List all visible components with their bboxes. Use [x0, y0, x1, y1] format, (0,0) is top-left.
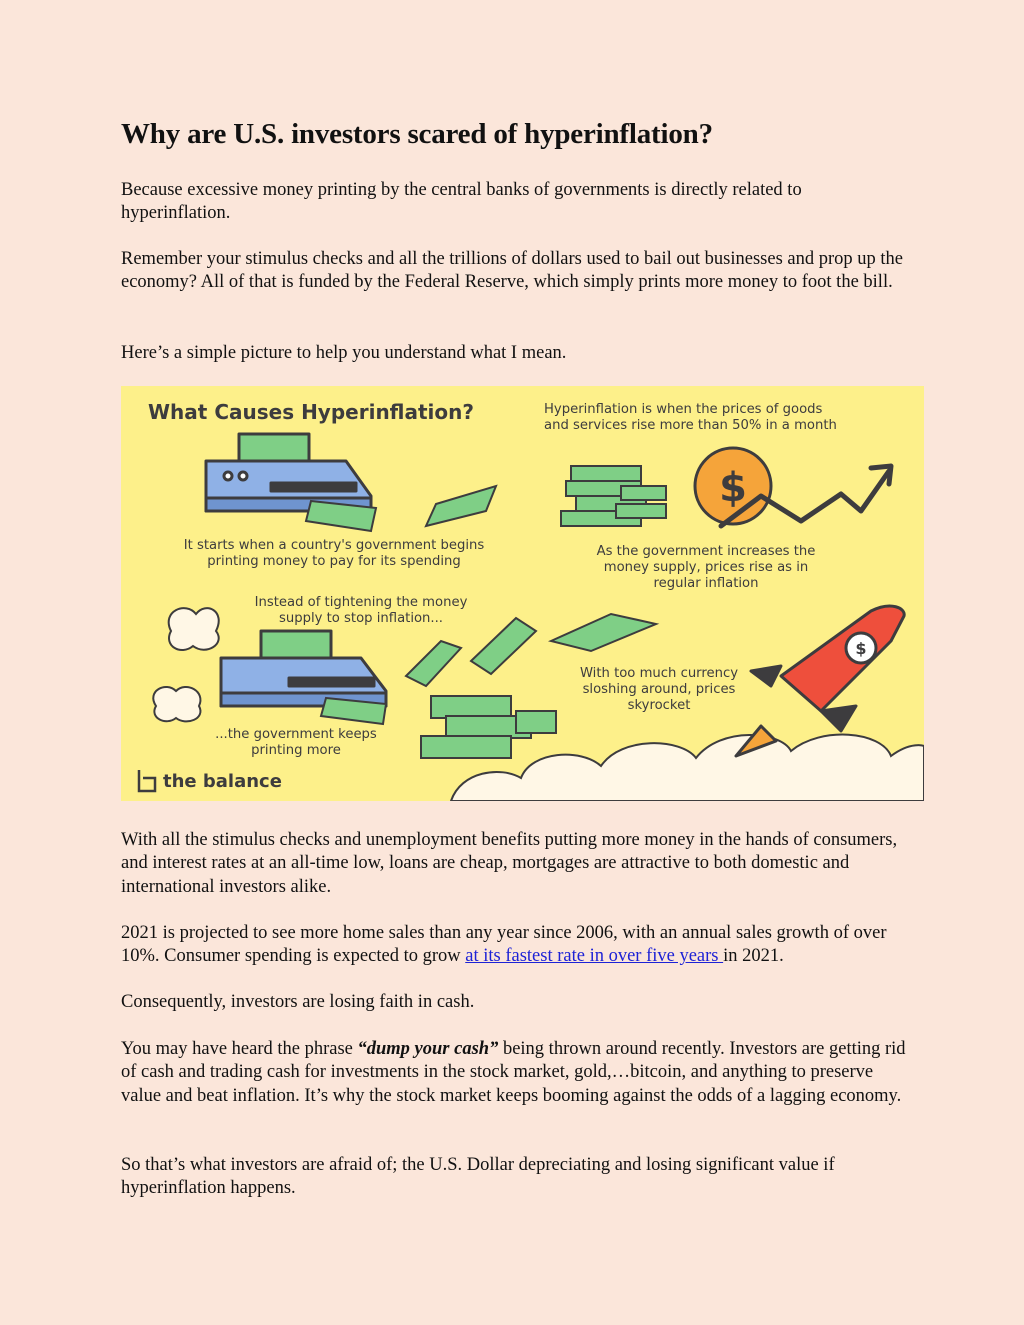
step-5-line-1: With too much currency: [579, 666, 739, 681]
smoke-cloud-icon: [451, 735, 924, 801]
step-1-line-1: It starts when a country's government begins: [183, 538, 485, 553]
step-2-line-3: regular inflation: [653, 576, 759, 591]
money-printer-icon-2: [221, 631, 386, 706]
smoke-puff-icon: [153, 608, 218, 721]
step-2-line-1: As the government increases the: [596, 544, 816, 559]
definition-line-2: and services rise more than 50% in a month: [544, 418, 837, 433]
paragraph-2: Remember your stimulus checks and all the trillions of dollars used to bail out businesses and prop up the economy? All of that is funded by the Federal Reserve, which simply prints more money to foot the bill.: [121, 249, 904, 293]
paragraph-5: [121, 922, 911, 969]
paragraph-1: Because excessive money printing by the central banks of governments is directly related to hyperinflation.: [121, 180, 802, 224]
step-2-caption: [551, 544, 861, 592]
step-5-line-3: skyrocket: [627, 698, 691, 713]
money-printer-icon: [206, 434, 371, 511]
paragraph-6: Consequently, investors are losing faith in cash.: [121, 992, 475, 1012]
dump-your-cash-phrase: “dump your cash”: [357, 1039, 499, 1059]
paragraph-5-end: in 2021.: [723, 946, 784, 967]
definition-text: [544, 402, 914, 434]
paragraph-7-rest: being thrown around recently. Investors are getting rid of cash and trading cash for investments in the stock market, gold,…bitcoin, and anything to preserve value and beat inflation. It’s why the stock market keeps booming against the odds of a lagging economy.: [121, 1039, 906, 1106]
step-4-caption: [186, 727, 406, 759]
step-2-line-2: money supply, prices rise as in: [603, 560, 809, 575]
step-1-line-2: printing money to pay for its spending: [207, 554, 461, 569]
article-title: Why are U.S. investors scared of hyperinflation?: [121, 118, 713, 150]
step-4-line-2: printing more: [251, 743, 341, 758]
paragraph-7-text: You may have heard the phrase: [121, 1039, 358, 1059]
definition-line-1: Hyperinflation is when the prices of goods: [544, 402, 823, 417]
paragraph-5-text: 2021 is projected to see more home sales than any year since 2006, with an annual sales growth of over 10%. Consumer spending is expected to grow: [121, 923, 887, 967]
coin-dollar-sign: $: [719, 465, 747, 511]
rocket-dollar-sign: $: [855, 639, 867, 658]
paragraph-8: So that’s what investors are afraid of; the U.S. Dollar depreciating and losing significant value if hyperinflation happens.: [121, 1155, 835, 1199]
step-4-line-1: ...the government keeps: [215, 727, 377, 742]
brand-name: the balance: [163, 771, 282, 792]
fastest-rate-link[interactable]: at its fastest rate in over five years: [465, 946, 724, 967]
step-5-line-2: sloshing around, prices: [582, 682, 736, 697]
step-3-line-1: Instead of tightening the money: [254, 595, 468, 610]
step-5-caption: [539, 666, 779, 714]
step-3-line-2: supply to stop inflation...: [279, 611, 443, 626]
step-3-caption: [216, 595, 506, 627]
step-1-caption: [139, 538, 529, 570]
infographic-title: What Causes Hyperinflation?: [148, 400, 474, 424]
paragraph-4: With all the stimulus checks and unemployment benefits putting more money in the hands of consumers, and interest rates at an all-time low, loans are cheap, mortgages are attractive to both domestic and international investors alike.: [121, 830, 898, 897]
hyperinflation-infographic: [121, 386, 924, 801]
paragraph-7: [121, 1038, 911, 1108]
paragraph-3: Here’s a simple picture to help you understand what I mean.: [121, 343, 567, 363]
cash-stack-icon: [561, 466, 666, 526]
the-balance-logo-icon: [139, 770, 155, 791]
